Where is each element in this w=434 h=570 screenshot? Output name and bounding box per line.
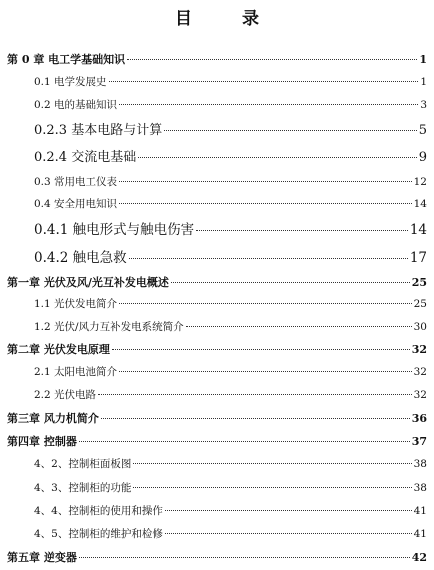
dot-leader [109,81,419,82]
dot-leader [79,557,410,558]
toc-entry-page: 3 [420,99,427,111]
toc-entry-label: 0.2 电的基础知识 [34,99,118,111]
toc-entry-4-5[interactable] [34,526,427,541]
dot-leader [119,203,412,204]
toc-entry-label: 2.1 太阳电池简介 [34,366,118,378]
toc-entry-label: 1.1 光伏发电简介 [34,298,118,310]
toc-entry-label: 4、2、控制柜面板图 [34,458,132,470]
toc-entry-label: 第四章 控制器 [7,435,77,448]
toc-entry-label: 第一章 光伏及风/光互补发电概述 [7,276,169,289]
dot-leader [129,258,408,259]
toc-entry-label: 0.4 安全用电知识 [34,198,118,210]
toc-entry-page: 38 [413,458,427,470]
toc-entry-label: 4、3、控制柜的功能 [34,482,132,494]
toc-entry-chapter-2[interactable] [7,341,427,357]
toc-entry-page: 37 [411,435,427,448]
toc-entry-chapter-1[interactable] [7,274,427,290]
dot-leader [119,104,418,105]
toc-entry-page: 14 [409,222,427,238]
dot-leader [119,303,412,304]
toc-entry-page: 14 [413,198,427,210]
toc-entry-4-2[interactable] [34,456,427,471]
toc-entry-label: 0.4.1 触电形式与触电伤害 [34,222,195,238]
toc-entry-0-4-1[interactable] [34,218,427,238]
toc-entry-page: 36 [411,412,427,425]
toc-entry-label: 4、5、控制柜的维护和检修 [34,528,163,540]
toc-entry-label: 4、4、控制柜的使用和操作 [34,505,163,517]
toc-entry-4-4[interactable] [34,503,427,518]
toc-entry-chapter-3[interactable] [7,410,427,426]
dot-leader [127,59,417,60]
toc-entry-page: 32 [411,343,427,356]
toc-entry-0-4[interactable] [34,196,427,211]
toc-entry-0-3[interactable] [34,174,427,189]
toc-entry-chapter-4[interactable] [7,433,427,449]
toc-entry-label: 0.4.2 触电急救 [34,250,127,266]
toc-entry-page: 32 [413,389,427,401]
toc-entry-page: 17 [409,250,427,266]
toc-entry-page: 25 [413,298,427,310]
toc-entry-page: 38 [413,482,427,494]
toc-entry-page: 5 [418,123,427,138]
dot-leader [98,394,412,395]
toc-entry-page: 9 [418,150,427,165]
toc-entry-page: 41 [413,505,427,517]
toc-entry-page: 12 [413,176,427,188]
dot-leader [196,230,408,231]
toc-entry-0-1[interactable] [34,74,427,89]
toc-entry-1-1[interactable] [34,296,427,311]
toc-entry-page: 25 [411,276,427,289]
toc-entry-2-2[interactable] [34,387,427,402]
dot-leader [165,510,412,511]
dot-leader [171,282,410,283]
dot-leader [101,418,410,419]
toc-entry-label: 2.2 光伏电路 [34,389,97,401]
toc-entry-chapter-0[interactable] [7,51,427,67]
dot-leader [119,181,412,182]
toc-entry-0-2[interactable] [34,97,427,112]
toc-entry-page: 32 [413,366,427,378]
dot-leader [133,487,411,488]
toc-entry-4-3[interactable] [34,480,427,495]
toc-entry-label: 第三章 风力机简介 [7,412,99,425]
toc-entry-label: 0.1 电学发展史 [34,76,107,88]
toc-entry-0-2-4[interactable] [34,146,427,165]
toc-entry-1-2[interactable] [34,319,427,334]
dot-leader [186,326,412,327]
dot-leader [138,157,417,158]
toc-entry-label: 0.3 常用电工仪表 [34,176,118,188]
toc-entry-label: 第二章 光伏发电原理 [7,343,110,356]
toc-entry-page: 30 [413,321,427,333]
dot-leader [133,463,411,464]
toc-entry-page: 41 [413,528,427,540]
toc-entry-0-2-3[interactable] [34,119,427,138]
toc-entry-page: 1 [420,76,427,88]
toc-entry-0-4-2[interactable] [34,246,427,266]
toc-entry-2-1[interactable] [34,364,427,379]
toc-entry-page: 42 [411,551,427,564]
toc-entry-label: 第 0 章 电工学基础知识 [7,53,126,66]
toc-entry-label: 0.2.3 基本电路与计算 [34,123,163,138]
toc-entry-page: 1 [419,53,427,66]
toc-title: 目 录 [175,9,281,29]
dot-leader [112,349,410,350]
dot-leader [79,441,410,442]
toc-entry-label: 1.2 光伏/风力互补发电系统简介 [34,321,184,333]
dot-leader [165,533,412,534]
toc-entry-label: 0.2.4 交流电基础 [34,150,137,165]
toc-entry-label: 第五章 逆变器 [7,551,77,564]
dot-leader [119,371,412,372]
toc-entry-chapter-5[interactable] [7,549,427,565]
dot-leader [164,130,417,131]
